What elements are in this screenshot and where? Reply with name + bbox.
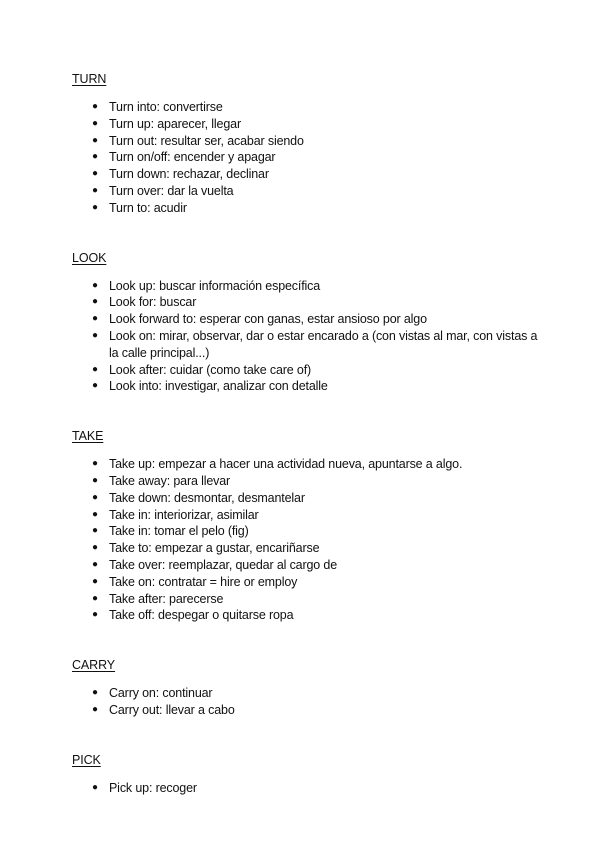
list-item [92,116,540,133]
list-item [92,200,540,217]
list-item [92,702,540,719]
phrasal-verb-list [72,99,540,217]
list-item-text: Turn out: resultar ser, acabar siendo [109,133,304,148]
list-item [92,328,540,362]
bullet-icon: ● [92,592,98,604]
list-item [92,574,540,591]
section-heading: CARRY [72,658,116,673]
list-item-text: Turn on/off: encender y apagar [109,150,276,165]
list-item-text: Take in: tomar el pelo (fig) [109,524,249,539]
bullet-icon: ● [92,781,98,793]
list-item-text: Look up: buscar información específica [109,278,321,293]
list-item-text: Turn to: acudir [109,200,187,215]
section-carry [72,657,540,719]
list-item-text: Pick up: recoger [109,780,197,795]
list-item [92,183,540,200]
bullet-icon: ● [92,168,98,180]
bullet-icon: ● [92,542,98,554]
bullet-icon: ● [92,329,98,341]
list-item [92,540,540,557]
bullet-icon: ● [92,101,98,112]
bullet-icon: ● [92,296,98,308]
list-item [92,591,540,608]
bullet-icon: ● [92,134,98,146]
list-item [92,278,540,295]
section-heading: LOOK [72,250,107,265]
bullet-icon: ● [92,117,98,129]
bullet-icon: ● [92,687,98,699]
bullet-icon: ● [92,313,98,325]
section-heading: TAKE [72,429,104,444]
list-item-text: Take off: despegar o quitarse ropa [109,608,294,623]
phrasal-verb-list [72,685,540,719]
list-item [92,99,540,116]
list-item-text: Look for: buscar [109,295,197,310]
list-item-text: Take up: empezar a hacer una actividad nueva, apuntarse a algo. [109,457,463,472]
bullet-icon: ● [92,703,98,715]
section-turn [72,71,540,217]
list-item-text: Take away: para llevar [109,473,231,488]
list-item-text: Carry out: llevar a cabo [109,702,235,717]
bullet-icon: ● [92,151,98,163]
list-item [92,378,540,395]
list-item-text: Turn up: aparecer, llegar [109,116,241,131]
bullet-icon: ● [92,201,98,213]
list-item-text: Look forward to: esperar con ganas, estar ansioso por algo [109,312,427,327]
bullet-icon: ● [92,508,98,520]
bullet-icon: ● [92,363,98,375]
list-item [92,607,540,624]
list-item-text: Take down: desmontar, desmantelar [109,490,305,505]
section-pick [72,752,540,797]
bullet-icon: ● [92,558,98,570]
bullet-icon: ● [92,184,98,196]
list-item-text: Take to: empezar a gustar, encariñarse [109,541,320,556]
list-item [92,557,540,574]
section-look [72,250,540,396]
list-item-text: Turn down: rechazar, declinar [109,167,269,182]
list-item-text: Turn into: convertirse [109,100,223,114]
bullet-icon: ● [92,474,98,486]
bullet-icon: ● [92,380,98,392]
phrasal-verb-list [72,780,540,797]
list-item-text: Take on: contratar = hire or employ [109,574,298,589]
list-item [92,166,540,183]
list-item-text: Look on: mirar, observar, dar o estar encarado a (con vistas al mar, con vistas a la calle principal...) [109,328,538,360]
bullet-icon: ● [92,609,98,621]
list-item [92,685,540,702]
list-item [92,507,540,524]
list-item-text: Turn over: dar la vuelta [109,183,234,198]
list-item [92,311,540,328]
list-item-text: Carry on: continuar [109,686,213,701]
list-item [92,490,540,507]
list-item [92,133,540,150]
list-item-text: Take over: reemplazar, quedar al cargo de [109,557,338,572]
bullet-icon: ● [92,575,98,587]
bullet-icon: ● [92,458,98,470]
list-item-text: Take after: parecerse [109,591,224,606]
section-heading: PICK [72,752,101,767]
section-take [72,428,540,624]
list-item-text: Look into: investigar, analizar con detalle [109,379,328,394]
bullet-icon: ● [92,279,98,291]
list-item-text: Take in: interiorizar, asimilar [109,507,259,522]
phrasal-verb-list [72,278,540,396]
list-item [92,294,540,311]
list-item [92,473,540,490]
section-heading: TURN [72,72,107,86]
list-item [92,780,540,797]
phrasal-verb-list [72,456,540,624]
list-item [92,456,540,473]
list-item [92,149,540,166]
bullet-icon: ● [92,491,98,503]
list-item [92,362,540,379]
list-item [92,523,540,540]
list-item-text: Look after: cuidar (como take care of) [109,362,312,377]
bullet-icon: ● [92,525,98,537]
